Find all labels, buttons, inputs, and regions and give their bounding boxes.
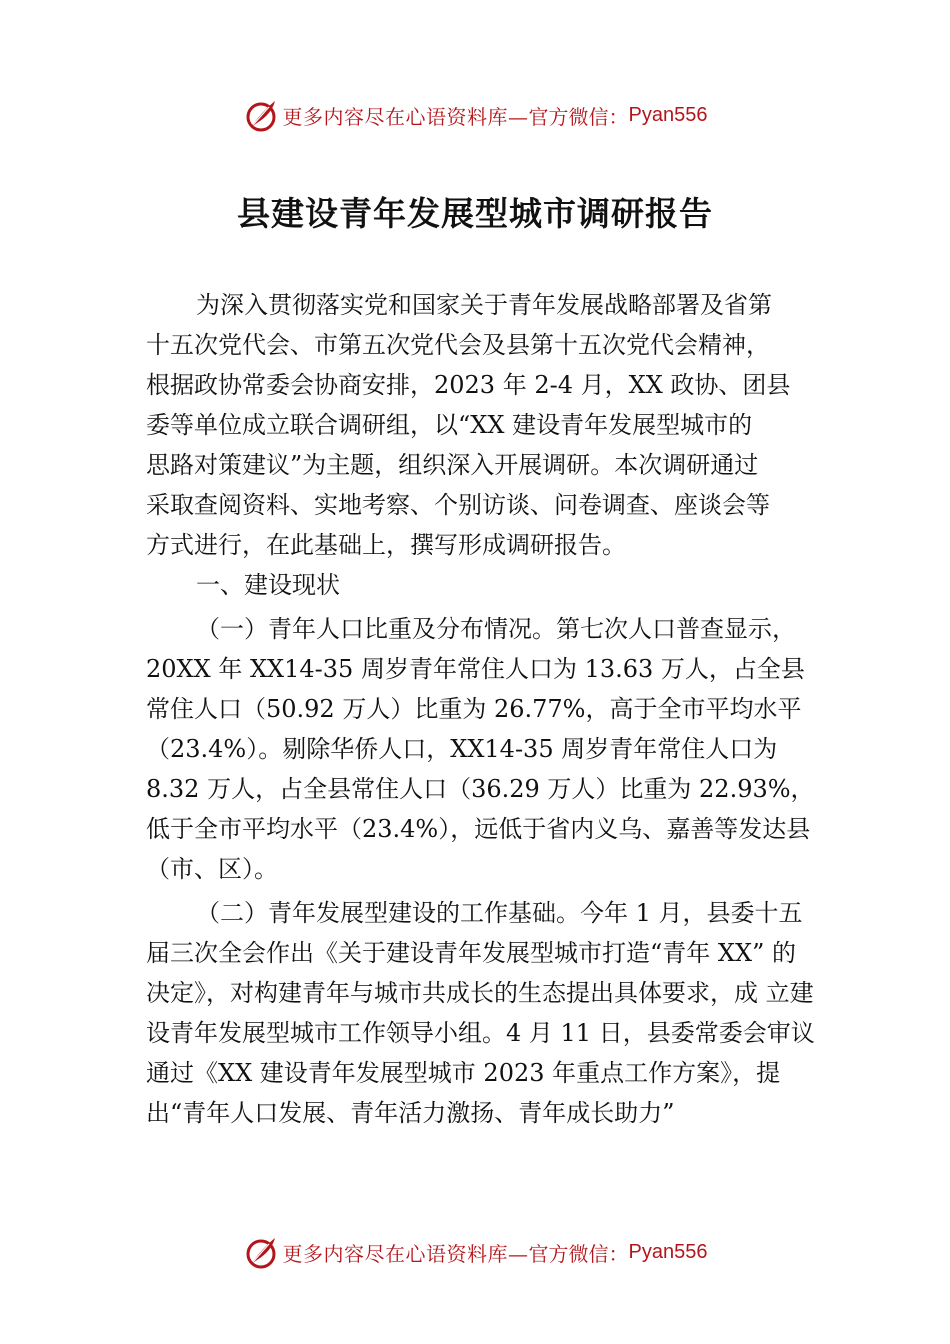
text-line: 为深入贯彻落实党和国家关于青年发展战略部署及省第	[196, 291, 772, 319]
text-line: （23.4%）。剔除华侨人口，XX14-35 周岁青年常住人口为	[146, 735, 778, 763]
header-wechat-label: 官方微信：	[528, 104, 629, 129]
text-line: 常住人口（50.92 万人）比重为 26.77%，高于全市平均水平	[146, 695, 802, 723]
text-line: 8.32 万人，占全县常住人口（36.29 万人）比重为 22.93%，	[146, 775, 815, 803]
subsection-paragraph	[146, 609, 836, 889]
header-banner	[0, 93, 950, 137]
feather-logo-icon	[243, 97, 279, 133]
footer-wechat-id: Pyan556	[628, 1240, 708, 1263]
text-line: 方式进行，在此基础上，撰写形成调研报告。	[146, 531, 626, 559]
subsection-paragraph	[146, 893, 836, 1133]
text-line: 届三次全会作出《关于建设青年发展型城市打造“青年 XX” 的	[146, 939, 796, 967]
text-line: 决定》，对构建青年与城市共成长的生态提出具体要求，成 立建	[146, 979, 814, 1007]
text-line: 20XX 年 XX14-35 周岁青年常住人口为 13.63 万人，占全县	[146, 655, 805, 683]
text-line: 通过《XX 建设青年发展型城市 2023 年重点工作方案》，提	[146, 1059, 781, 1087]
text-line: 委等单位成立联合调研组，以“XX 建设青年发展型城市的	[146, 411, 753, 439]
footer-wechat-label: 官方微信：	[528, 1241, 629, 1266]
intro-paragraph	[146, 285, 836, 565]
text-line: （二）青年发展型建设的工作基础。今年 1 月，县委十五	[196, 899, 803, 927]
text-line: 根据政协常委会协商安排，2023 年 2-4 月，XX 政协、团县	[146, 371, 791, 399]
text-line: 思路对策建议”为主题，组织深入开展调研。本次调研通过	[146, 451, 759, 479]
text-line: 设青年发展型城市工作领导小组。4 月 11 日，县委常委会审议	[146, 1019, 815, 1047]
header-wechat-id: Pyan556	[628, 103, 708, 126]
feather-logo-icon	[243, 1234, 279, 1270]
text-line: 出“青年人口发展、青年活力激扬、青年成长助力”	[146, 1099, 675, 1127]
text-line: （一）青年人口比重及分布情况。第七次人口普查显示，	[196, 615, 796, 643]
document-title: 县建设青年发展型城市调研报告	[237, 194, 713, 233]
text-line: 十五次党代会、市第五次党代会及县第十五次党代会精神，	[146, 331, 770, 359]
header-promo-text: 更多内容尽在心语资料库—	[282, 104, 529, 129]
document-body	[146, 285, 836, 1133]
section-heading: 一、建设现状	[196, 571, 340, 599]
footer-banner	[0, 1230, 950, 1274]
text-line: （市、区）。	[146, 855, 278, 883]
text-line: 低于全市平均水平（23.4%），远低于省内义乌、嘉善等发达县	[146, 815, 811, 843]
text-line: 采取查阅资料、实地考察、个别访谈、问卷调查、座谈会等	[146, 491, 770, 519]
footer-promo-text: 更多内容尽在心语资料库—	[282, 1241, 529, 1266]
